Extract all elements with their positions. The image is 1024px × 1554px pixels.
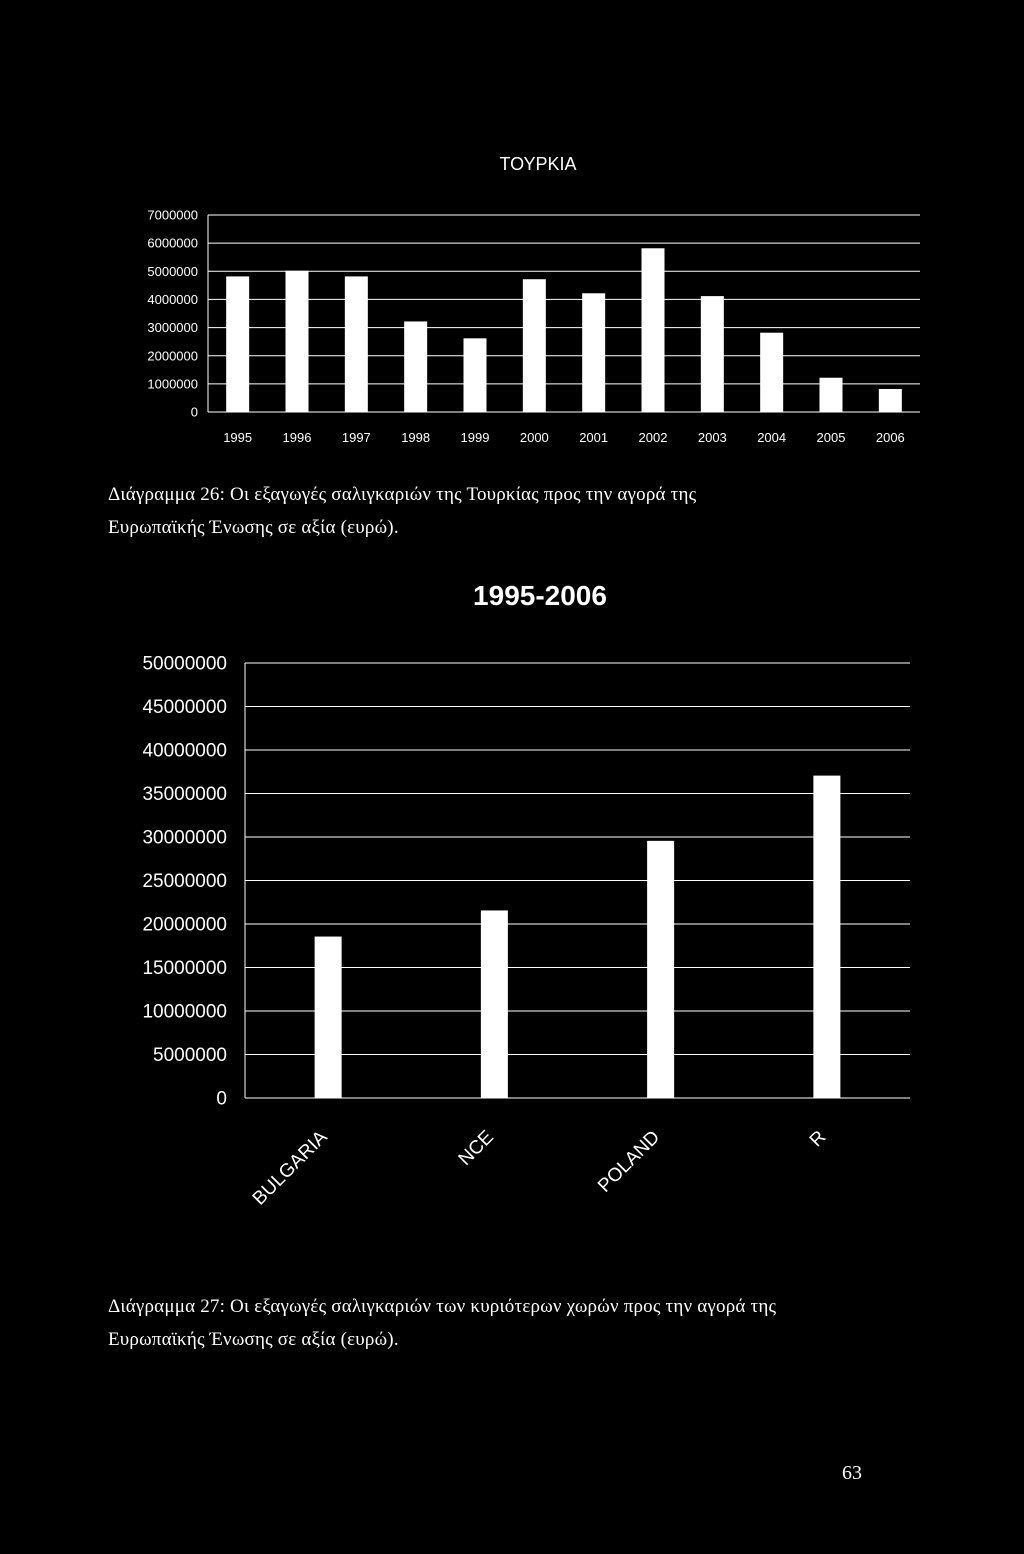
chart-title: ΤΟΥΡΚΙΑ (499, 154, 577, 174)
y-tick-label: 25000000 (142, 871, 227, 893)
chart-gridlines (208, 215, 920, 412)
bar (464, 339, 486, 412)
x-tick-label: 2002 (638, 430, 668, 445)
y-tick-label: 35000000 (142, 784, 227, 806)
x-tick-label: 1995 (223, 430, 253, 445)
bar (405, 322, 427, 412)
countries-chart (100, 550, 980, 1275)
x-tick-label: BULGARIA (248, 1126, 332, 1210)
bar (481, 911, 507, 1098)
bar (648, 841, 674, 1098)
y-tick-label: 40000000 (142, 740, 227, 762)
y-axis-labels (142, 654, 227, 1110)
chart-bars (315, 776, 840, 1098)
y-tick-label: 10000000 (142, 1001, 227, 1023)
x-axis-labels (249, 1126, 831, 1209)
y-tick-label: 6000000 (147, 235, 198, 251)
bar (315, 937, 341, 1098)
bar (583, 294, 605, 412)
y-tick-label: 20000000 (142, 914, 227, 936)
y-tick-label: 0 (190, 404, 198, 420)
bar (227, 277, 249, 412)
chart-title: 1995-2006 (473, 580, 607, 611)
bar (523, 280, 545, 412)
bar (820, 378, 842, 412)
y-tick-label: 30000000 (142, 827, 227, 849)
x-tick-label: 1997 (341, 430, 371, 445)
bar (642, 249, 664, 412)
caption-diagram-26 (108, 478, 696, 544)
x-axis-labels (223, 430, 905, 445)
turkey-chart-svg (100, 120, 940, 460)
x-tick-label: NCE (454, 1126, 498, 1170)
y-axis-labels (147, 208, 198, 420)
page-number: 63 (842, 1462, 862, 1484)
x-tick-label: POLAND (594, 1126, 665, 1197)
chart-bars (227, 249, 902, 412)
turkey-chart (100, 120, 940, 465)
y-tick-label: 3000000 (147, 320, 198, 336)
x-tick-label: 1996 (282, 430, 312, 445)
bar (345, 277, 367, 412)
y-tick-label: 1000000 (147, 376, 198, 392)
chart-gridlines (245, 663, 910, 1098)
y-tick-label: 50000000 (142, 653, 227, 675)
caption-line: Διάγραμμα 27: Οι εξαγωγές σαλιγκαριών των κυριότερων χωρών προς την αγορά της (108, 1296, 777, 1317)
bar (286, 271, 308, 412)
x-tick-label: R (805, 1126, 831, 1152)
x-tick-label: 2003 (697, 430, 727, 445)
caption-diagram-27 (108, 1290, 776, 1356)
y-tick-label: 45000000 (142, 697, 227, 719)
x-tick-label: 1998 (401, 430, 431, 445)
x-tick-label: 2000 (519, 430, 549, 445)
y-tick-label: 4000000 (147, 291, 198, 307)
x-tick-label: 2001 (579, 430, 609, 445)
bar (701, 297, 723, 412)
x-tick-label: 1999 (460, 430, 490, 445)
caption-line: Ευρωπαϊκής Ένωσης σε αξία (ευρώ). (108, 1329, 399, 1350)
bar (879, 389, 901, 412)
countries-chart-svg (100, 550, 980, 1270)
y-tick-label: 0 (216, 1088, 227, 1110)
x-tick-label: 2005 (816, 430, 846, 445)
y-tick-label: 5000000 (153, 1045, 227, 1067)
y-tick-label: 5000000 (147, 263, 198, 279)
caption-line: Διάγραμμα 26: Οι εξαγωγές σαλιγκαριών της Τουρκίας προς την αγορά της (108, 484, 697, 505)
bar (814, 776, 840, 1098)
bar (761, 333, 783, 412)
caption-line: Ευρωπαϊκής Ένωσης σε αξία (ευρώ). (108, 517, 399, 538)
x-tick-label: 2004 (757, 430, 787, 445)
y-tick-label: 2000000 (147, 348, 198, 364)
y-tick-label: 15000000 (142, 958, 227, 980)
y-tick-label: 7000000 (147, 207, 198, 223)
x-tick-label: 2006 (875, 430, 905, 445)
